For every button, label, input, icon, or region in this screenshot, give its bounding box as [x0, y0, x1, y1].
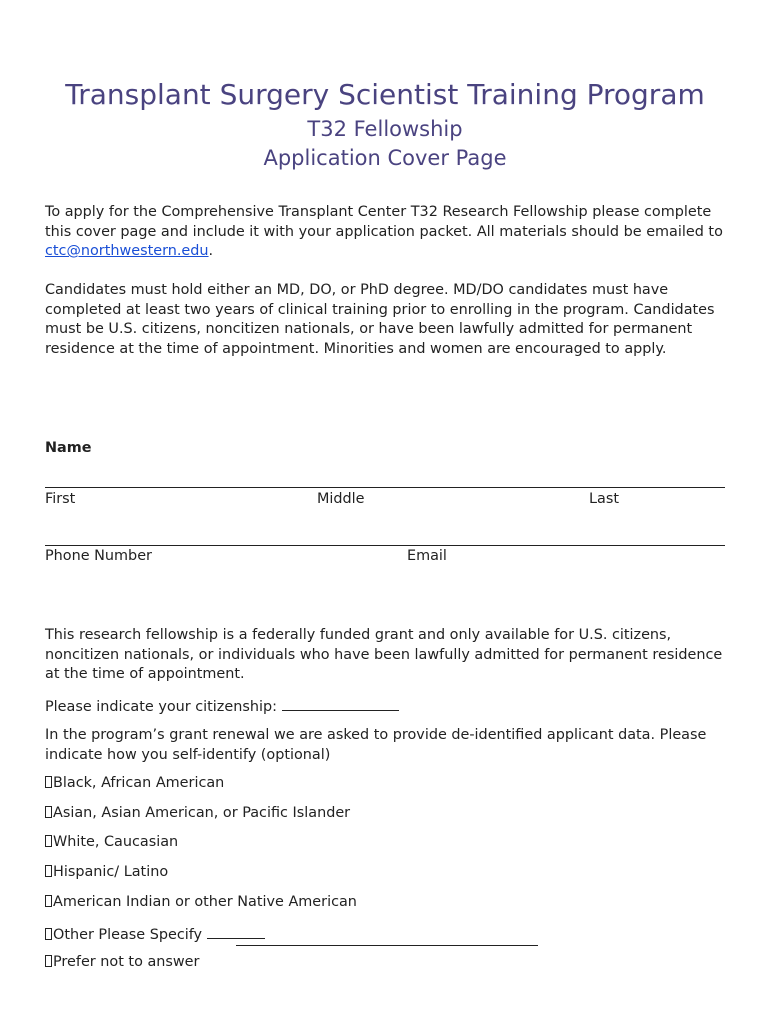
option-label: White, Caucasian [53, 834, 179, 850]
checkbox[interactable] [45, 776, 52, 788]
intro-paragraph [45, 203, 735, 262]
option-label: American Indian or other Native American [53, 894, 357, 910]
name-heading: Name [45, 440, 92, 456]
checkbox[interactable] [45, 865, 52, 877]
checkbox[interactable] [45, 835, 52, 847]
identity-option-hispanic[interactable] [45, 864, 168, 880]
option-label: Hispanic/ Latino [53, 864, 169, 880]
funding-note: This research fellowship is a federally funded grant and only available for U.S. citizens, noncitizen nationals, or individuals who have been lawfully admitted for permanent residence at the time of appointment. [45, 627, 723, 683]
name-field-line[interactable] [45, 487, 725, 488]
checkbox[interactable] [45, 806, 52, 818]
option-label: Other Please Specify [53, 927, 203, 943]
option-label: Prefer not to answer [53, 954, 200, 970]
first-name-label: First [45, 491, 76, 507]
intro-text: To apply for the Comprehensive Transplant Center T32 Research Fellowship please complete this cover page and include it with your application packet. All materials should be emailed to [45, 204, 723, 240]
middle-name-label: Middle [317, 491, 365, 507]
identity-option-asian[interactable] [45, 805, 350, 821]
last-name-label: Last [589, 491, 619, 507]
page-title: Transplant Surgery Scientist Training Program [65, 78, 705, 111]
checkbox[interactable] [45, 928, 52, 940]
eligibility-paragraph: Candidates must hold either an MD, DO, or PhD degree. MD/DO candidates must have completed at least two years of clinical training prior to enrolling in the program. Candidates must be U.S. citizens, noncitizen nationals, or have been lawfully admitted for permanent residence at the time of appointment. Minorities and women are encouraged to apply. [45, 282, 715, 357]
citizenship-field[interactable] [282, 696, 399, 711]
other-specify-line[interactable] [236, 945, 538, 946]
option-label: Black, African American [53, 775, 225, 791]
phone-number-label: Phone Number [45, 548, 152, 564]
citizenship-prompt: Please indicate your citizenship: [45, 699, 277, 715]
checkbox[interactable] [45, 895, 52, 907]
email-label: Email [407, 548, 447, 564]
email-link[interactable]: ctc@northwestern.edu [45, 243, 209, 260]
contact-field-line[interactable] [45, 545, 725, 546]
identity-option-black[interactable] [45, 775, 224, 791]
other-specify-field[interactable] [207, 924, 265, 939]
checkbox[interactable] [45, 955, 52, 967]
renewal-note: In the program’s grant renewal we are asked to provide de-identified applicant data. Please indicate how you self-identify (optional) [45, 727, 707, 763]
page-subtitle-fellowship: T32 Fellowship [307, 117, 463, 141]
intro-text-end: . [208, 243, 214, 260]
option-label: Asian, Asian American, or Pacific Islander [53, 805, 351, 821]
identity-option-prefer-not[interactable] [45, 954, 199, 970]
identity-option-native-american[interactable] [45, 894, 357, 910]
identity-option-white[interactable] [45, 834, 178, 850]
identity-option-other[interactable] [45, 924, 265, 943]
page-subtitle-cover: Application Cover Page [263, 146, 507, 170]
citizenship-row [45, 696, 399, 715]
